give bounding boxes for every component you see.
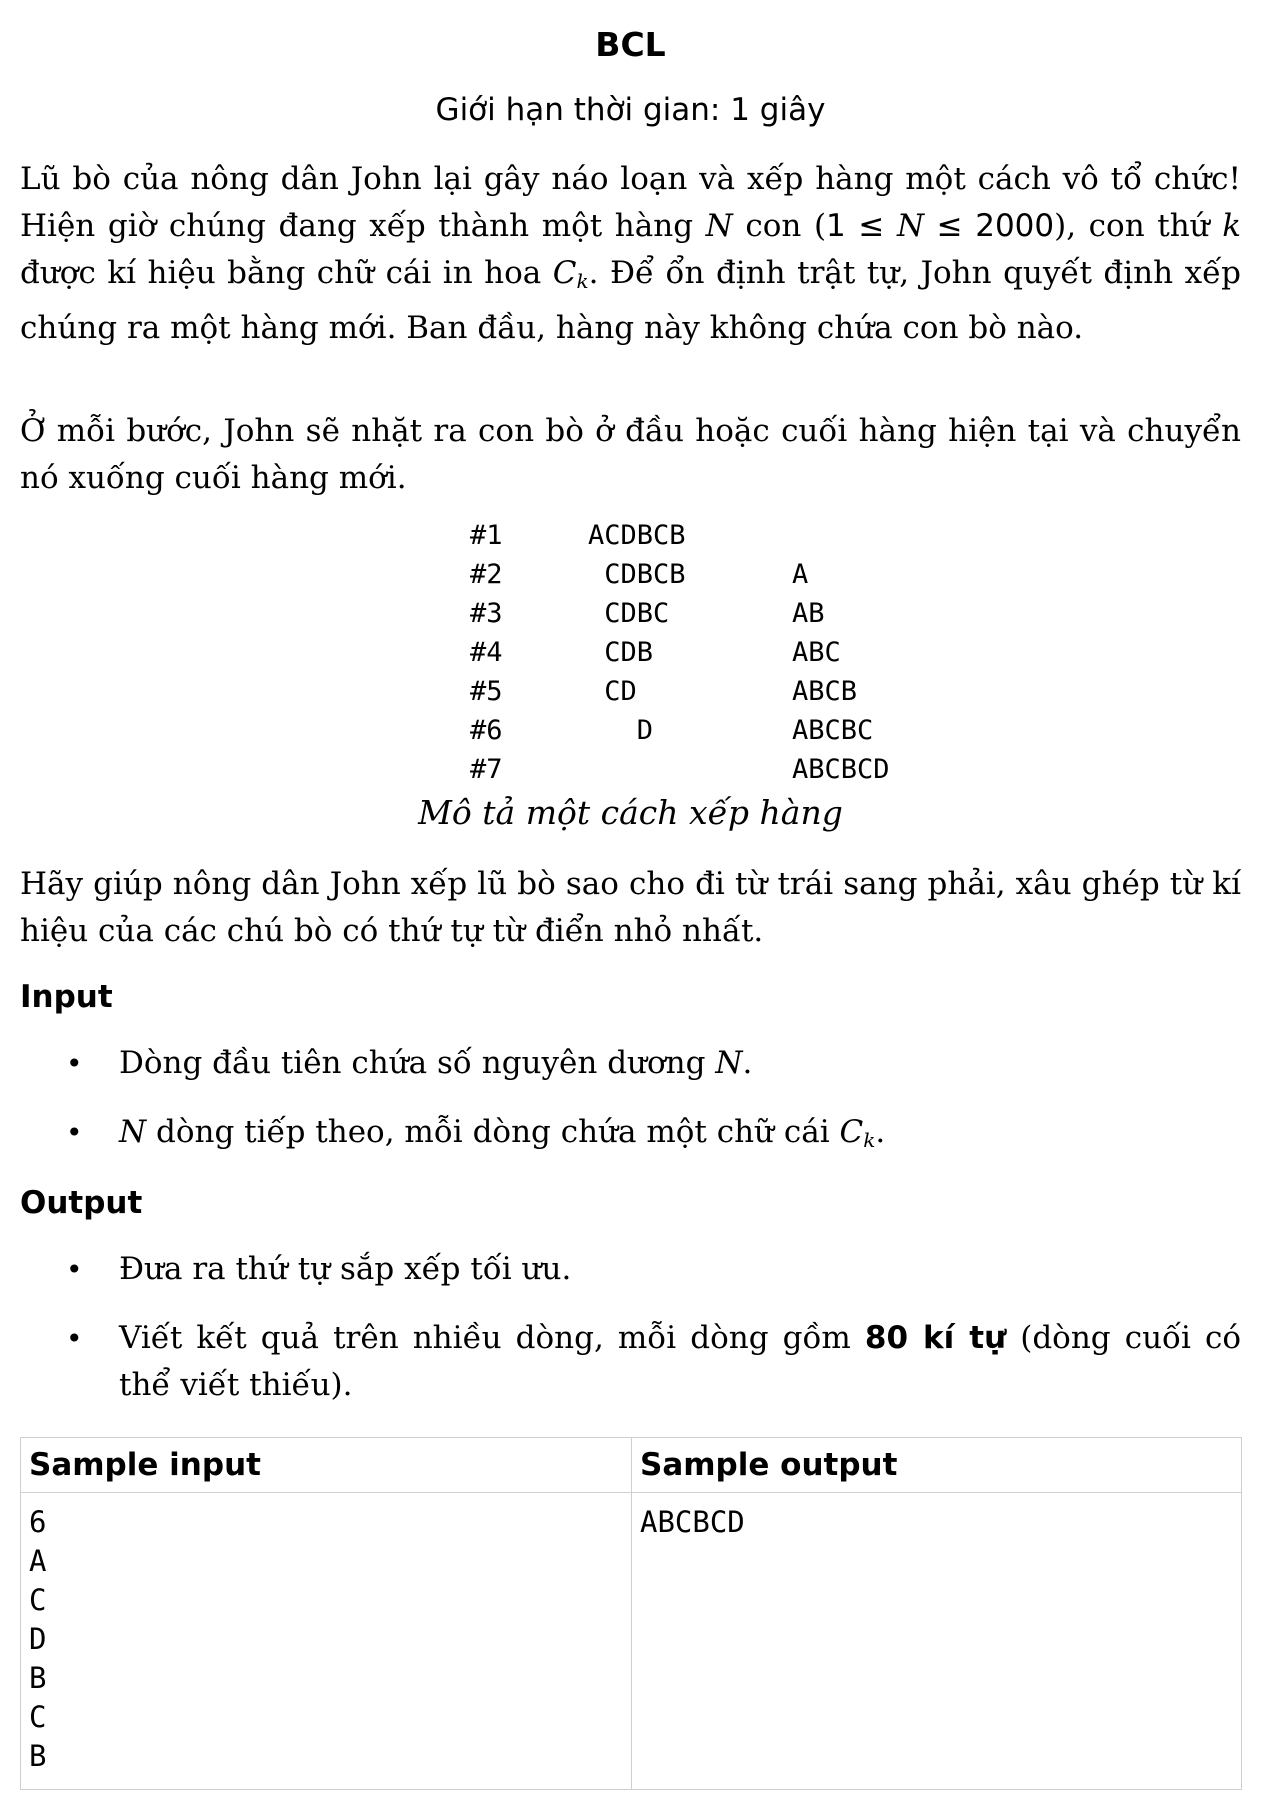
- new-line: ABCB: [792, 676, 858, 707]
- new-line: ABC: [792, 637, 841, 668]
- time-limit: Giới hạn thời gian: 1 giây: [435, 92, 826, 128]
- figure-row: [20, 715, 1241, 754]
- step-label: #5: [470, 676, 503, 707]
- figure-row: [20, 520, 1241, 559]
- bullet-dot: •: [66, 1047, 83, 1080]
- step-label: #2: [470, 559, 503, 590]
- step-label: #4: [470, 637, 503, 668]
- new-line: A: [792, 559, 809, 590]
- step-label: #6: [470, 715, 503, 746]
- remaining-line: D: [588, 715, 654, 746]
- figure-row: [20, 637, 1241, 676]
- input-heading: Input: [20, 979, 113, 1015]
- sample-input-content: 6 A C D B C B: [21, 1493, 632, 1790]
- bullet-dot: •: [66, 1322, 83, 1355]
- figure-row: [20, 559, 1241, 598]
- problem-title: BCL: [595, 25, 666, 64]
- bullet-dot: •: [66, 1116, 83, 1149]
- figure-row: [20, 754, 1241, 793]
- figure-row: [20, 676, 1241, 715]
- task-paragraph: Hãy giúp nông dân John xếp lũ bò sao cho đi từ trái sang phải, xâu ghép từ kí hiệu của các chú bò có thứ tự từ điển nhỏ nhất.: [20, 866, 1241, 949]
- remaining-line: ACDBCB: [588, 520, 686, 551]
- step-label: #7: [470, 754, 503, 785]
- new-line: ABCBC: [792, 715, 874, 746]
- step-label: #3: [470, 598, 503, 629]
- new-line: ABCBCD: [792, 754, 890, 785]
- sample-table: [20, 1437, 1242, 1790]
- step-paragraph: Ở mỗi bước, John sẽ nhặt ra con bò ở đầu hoặc cuối hàng hiện tại và chuyển nó xuống cuối hàng mới.: [20, 413, 1241, 496]
- intro-paragraph: Lũ bò của nông dân John lại gây náo loạn và xếp hàng một cách vô tổ chức! Hiện giờ chúng đang xếp thành một hàng N con (1 ≤ N ≤ 2000), con thứ k được kí hiệu bằng chữ cái in hoa $C_k$. Để ổn định trật tự, John quyết định xếp chúng ra một hàng mới. Ban đầu, hàng này không chứa con bò nào.: [20, 161, 1242, 346]
- sample-output-content: ABCBCD: [632, 1493, 1242, 1790]
- remaining-line: CD: [588, 676, 637, 707]
- remaining-line: CDB: [588, 637, 654, 668]
- step-label: #1: [470, 520, 503, 551]
- bullet-dot: •: [66, 1253, 83, 1286]
- sample-input-header: Sample input: [21, 1438, 632, 1493]
- new-line: AB: [792, 598, 825, 629]
- figure-caption: Mô tả một cách xếp hàng: [418, 793, 843, 832]
- sample-body-row: [21, 1493, 1242, 1790]
- sample-output-header: Sample output: [632, 1438, 1242, 1493]
- output-heading: Output: [20, 1185, 143, 1221]
- remaining-line: CDBCB: [588, 559, 686, 590]
- remaining-line: CDBC: [588, 598, 670, 629]
- figure-row: [20, 598, 1241, 637]
- sample-header-row: [21, 1438, 1242, 1493]
